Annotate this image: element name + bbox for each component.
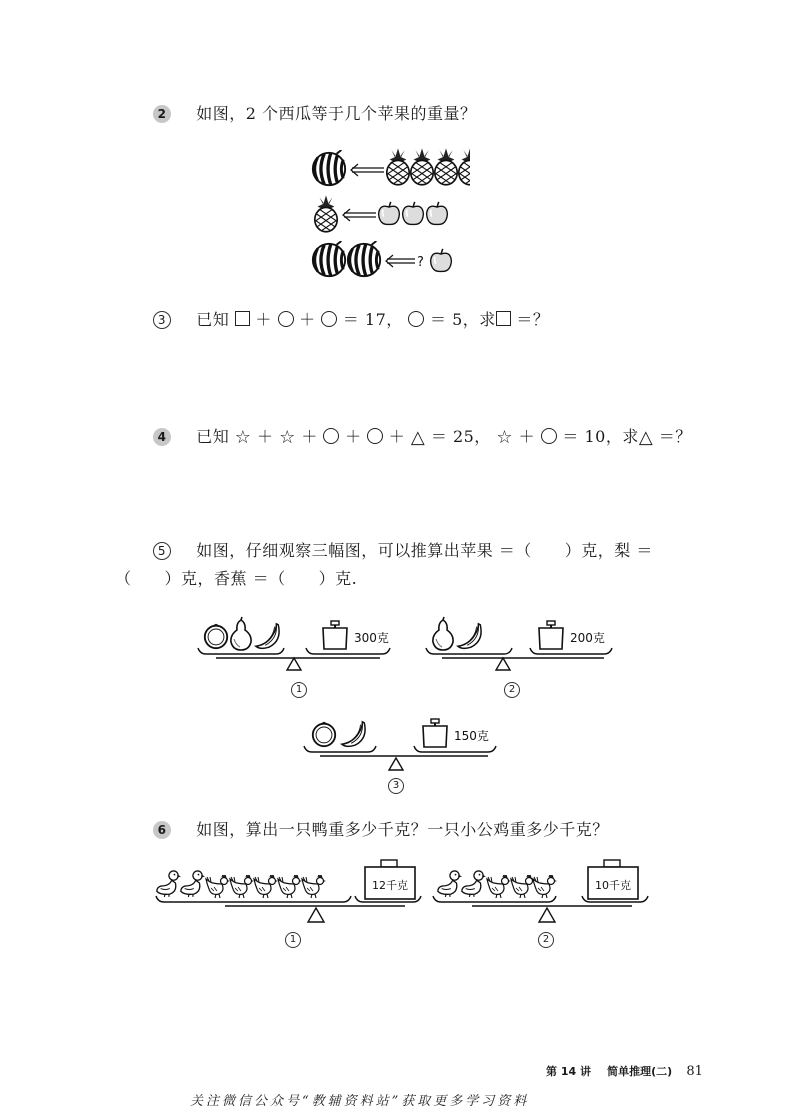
q3-end: ＝？ (516, 310, 550, 329)
q6-scale-1-weight-label: 12千克 (372, 879, 408, 892)
q4-line (153, 427, 692, 448)
plus-sign: ＋ (301, 427, 318, 446)
scale-2-weight-label: 200克 (570, 631, 605, 645)
plus-sign: ＋ (255, 310, 272, 329)
triangle-shape-icon: △ (410, 427, 426, 448)
q6-scale-2-label: 2 (538, 932, 554, 948)
q6-line (153, 820, 609, 840)
apple-icon (205, 625, 227, 648)
q5-number: 5 (153, 542, 171, 560)
watermark-text: 关注微信公众号“教辅资料站”获取更多学习资料 (190, 1094, 530, 1109)
scale-2-label: 2 (504, 682, 520, 698)
footer-lecture: 第 14 讲 (546, 1065, 591, 1078)
square-shape-icon (235, 311, 250, 326)
pear-icon (433, 617, 453, 650)
q6-text: 如图，算出一只鸭重多少千克？一只小公鸡重多少千克？ (196, 820, 609, 839)
star-shape-icon: ☆ (496, 427, 514, 448)
q6-scale-1 (155, 858, 425, 926)
q5-line-2 (115, 569, 357, 589)
banana-icon (342, 722, 365, 747)
rooster-icon (533, 875, 557, 898)
pineapple-icon (459, 148, 470, 184)
q4-number: 4 (153, 428, 171, 446)
q2-unknown-mark: ? (417, 255, 424, 270)
q3-prefix: 已知 (196, 310, 230, 329)
q3-number: 3 (153, 311, 171, 329)
double-arrow-icon (386, 255, 415, 267)
q4-end: ＝？ (658, 427, 692, 446)
q5-text-line2: （ ）克，香蕉 ＝（ ）克. (115, 569, 358, 588)
double-arrow-icon (343, 209, 376, 221)
star-shape-icon: ☆ (279, 427, 296, 448)
weight-icon (323, 621, 347, 649)
plus-sign: ＋ (388, 427, 406, 446)
scale-3-label: 3 (388, 778, 404, 794)
q5-text-line1: 如图，仔细观察三幅图，可以推算出苹果 ＝（ ）克，梨 ＝ (196, 541, 653, 560)
q2-text: 如图，2 个西瓜等于几个苹果的重量？ (196, 104, 477, 123)
rooster-icon (254, 875, 278, 898)
plus-sign: ＋ (345, 427, 362, 446)
q4-prefix: 已知 (196, 427, 230, 446)
rooster-icon (230, 875, 254, 898)
page-footer (546, 1060, 703, 1079)
rooster-icon (511, 875, 535, 898)
duck-icon (181, 871, 205, 897)
banana-icon (458, 624, 481, 649)
q4-sum2-value: 10 (584, 427, 606, 446)
duck-icon (157, 871, 181, 897)
apple-icon (403, 202, 424, 225)
equals-sign: ＝ (430, 427, 448, 446)
circle-shape-icon (323, 428, 339, 444)
footer-title: 简单推理(二) (607, 1065, 673, 1078)
circle-shape-icon (321, 311, 337, 327)
q6-scale-2 (432, 858, 657, 926)
weight-icon (539, 621, 563, 649)
duck-icon (438, 871, 462, 897)
circle-shape-icon (541, 428, 557, 444)
apple-icon (431, 249, 452, 272)
watermelon-icon (313, 241, 345, 276)
circle-shape-icon (278, 311, 294, 327)
q6-number: 6 (153, 821, 171, 839)
rooster-icon (302, 875, 326, 898)
q5-scale-3 (302, 710, 502, 772)
q4-ask: ，求 (605, 427, 639, 446)
equals-sign: ＝ (342, 310, 360, 329)
q3-line (153, 310, 549, 330)
rooster-icon (206, 875, 230, 898)
q5-scale-2 (424, 612, 624, 672)
q2-number: 2 (153, 105, 171, 123)
double-arrow-icon (351, 164, 384, 176)
watermelon-icon (313, 150, 345, 185)
pear-icon (231, 617, 251, 650)
apple-icon (313, 723, 335, 746)
q5-line-1 (153, 541, 653, 561)
duck-icon (462, 871, 486, 897)
triangle-shape-icon: △ (638, 427, 654, 448)
apple-icon (379, 202, 400, 225)
plus-sign: ＋ (299, 310, 316, 329)
rooster-icon (278, 875, 302, 898)
circle-shape-icon (367, 428, 383, 444)
apple-icon (427, 202, 448, 225)
q6-scale-2-weight-label: 10千克 (595, 879, 631, 892)
pineapple-icon (411, 148, 433, 184)
scale-1-weight-label: 300克 (354, 631, 389, 645)
q3-sum-value: 17 (364, 310, 387, 329)
pineapple-icon (387, 148, 409, 184)
q6-scale-1-label: 1 (285, 932, 301, 948)
q4-sum-value: 25 (452, 427, 475, 446)
watermelon-icon (348, 241, 380, 276)
rooster-icon (487, 875, 511, 898)
plus-sign: ＋ (257, 427, 274, 446)
q2-line (153, 104, 476, 124)
equals-sign: ＝ (429, 310, 447, 329)
q5-scale-1 (196, 612, 396, 672)
comma: ， (474, 427, 491, 446)
banana-icon (256, 624, 279, 649)
square-shape-icon (496, 311, 511, 326)
q2-equivalence-figure (300, 145, 470, 285)
scale-3-weight-label: 150克 (454, 729, 489, 743)
q3-circle-value: 5 (452, 310, 463, 329)
scale-1-label: 1 (291, 682, 307, 698)
equals-sign: ＝ (562, 427, 579, 446)
plus-sign: ＋ (518, 427, 536, 446)
pineapple-icon (315, 195, 337, 231)
pineapple-icon (435, 148, 457, 184)
weight-icon (423, 719, 447, 747)
comma: ， (386, 310, 403, 329)
q3-ask: ，求 (462, 310, 496, 329)
star-shape-icon: ☆ (234, 427, 252, 448)
circle-shape-icon (408, 311, 424, 327)
footer-page-number: 81 (686, 1064, 703, 1079)
